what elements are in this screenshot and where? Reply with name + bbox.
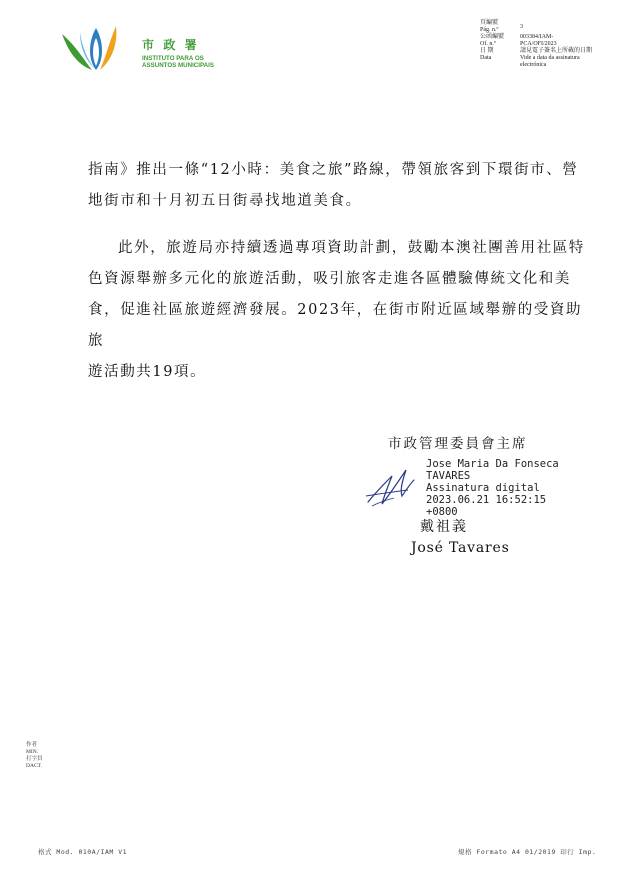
page-number: 3 bbox=[520, 24, 523, 30]
logo-name-pt-line1: INSTITUTO PARA OS bbox=[142, 55, 204, 62]
signatory-title: 市政管理委員會主席 bbox=[388, 436, 528, 452]
date-value-cn: 請見電子簽名上所載的日期 bbox=[520, 48, 593, 54]
paragraph-1-line-1: 指南》推出一條“12小時：美食之旅”路線，帶領旅客到下環街市、營 bbox=[88, 162, 579, 178]
stamp-line-2: TAVARES bbox=[426, 470, 471, 482]
logo-name-pt bbox=[142, 55, 214, 69]
paragraph-2-line-2: 色資源舉辦多元化的旅遊活動，吸引旅客走進各區體驗傳統文化和美 bbox=[88, 271, 571, 287]
typist-label-pt: DACT. bbox=[26, 763, 42, 769]
iam-emblem-icon bbox=[58, 20, 138, 76]
footer-format: 規格 Formato A4 01/2019 印行 Imp. bbox=[458, 848, 597, 856]
logo bbox=[58, 20, 218, 76]
handwritten-signature-icon bbox=[362, 462, 422, 510]
digital-signature-stamp bbox=[426, 458, 559, 518]
stamp-line-4: 2023.06.21 16:52:15 bbox=[426, 494, 547, 506]
logo-name-cn: 市 政 署 bbox=[142, 38, 200, 52]
date-value-pt-line1: Vide a data da assinatura bbox=[520, 55, 580, 61]
doc-number-line2: PCA/OFI/2023 bbox=[520, 41, 557, 47]
stamp-line-3: Assinatura digital bbox=[426, 482, 540, 494]
paragraph-1 bbox=[88, 155, 588, 217]
doc-label-pt: Of. n.º bbox=[480, 41, 496, 47]
doc-number-line1: 003384/IAM- bbox=[520, 34, 554, 40]
page-label-cn: 頁編號 bbox=[480, 20, 499, 26]
author-label-cn: 作者 bbox=[26, 742, 38, 748]
signatory-name-pt: José Tavares bbox=[411, 540, 510, 556]
logo-name-pt-line2: ASSUNTOS MUNICIPAIS bbox=[142, 62, 214, 69]
date-value-pt-line2: electrónica bbox=[520, 62, 547, 68]
footer-form-code: 格式 Mod. 010A/IAM V1 bbox=[38, 848, 128, 856]
paragraph-2-line-4: 遊活動共19項。 bbox=[88, 364, 207, 380]
paragraph-2-line-3: 食，促進社區旅遊經濟發展。2023年，在街市附近區域舉辦的受資助旅 bbox=[88, 302, 583, 349]
meta-page-row bbox=[480, 20, 615, 34]
meta-date-row bbox=[480, 48, 615, 69]
paragraph-2-line-1: 此外，旅遊局亦持續透過專項資助計劃，鼓勵本澳社團善用社區特 bbox=[118, 240, 585, 256]
stamp-line-5: +0800 bbox=[426, 506, 458, 518]
document-meta bbox=[480, 20, 615, 69]
meta-doc-row bbox=[480, 34, 615, 48]
paragraph-2 bbox=[88, 233, 588, 388]
author-label-pt: MIN. bbox=[26, 749, 39, 755]
date-label-pt: Data bbox=[480, 55, 492, 61]
author-block bbox=[26, 742, 43, 770]
typist-label-cn: 打字員 bbox=[26, 756, 43, 762]
logo-text bbox=[142, 36, 214, 69]
doc-label-cn: 公函編號 bbox=[480, 34, 505, 40]
date-label-cn: 日 期 bbox=[480, 48, 494, 54]
signatory-name-cn: 戴祖義 bbox=[420, 519, 468, 535]
page-label-pt: Pág. n.º bbox=[480, 27, 499, 33]
paragraph-1-line-2: 地街市和十月初五日街尋找地道美食。 bbox=[88, 193, 362, 209]
stamp-line-1: Jose Maria Da Fonseca bbox=[426, 458, 559, 470]
